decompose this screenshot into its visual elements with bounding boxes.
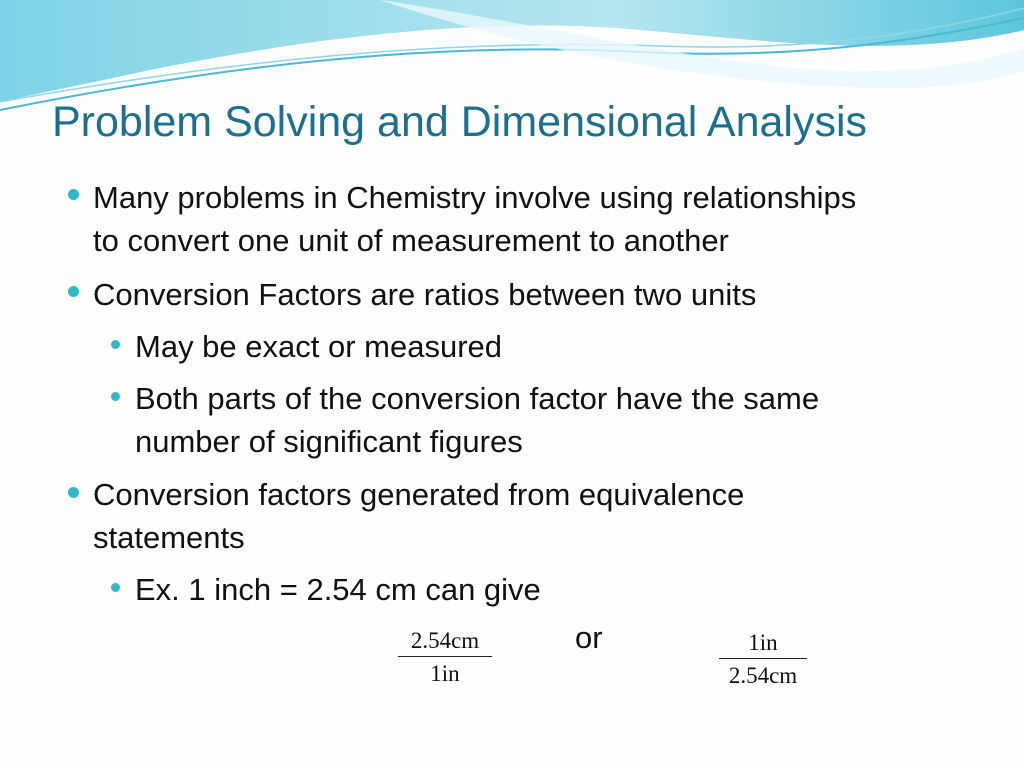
sub-bullet-dot — [111, 340, 120, 349]
fraction-numerator: 1in — [748, 630, 778, 655]
or-label: or — [575, 620, 603, 655]
sub-bullet-text: Ex. 1 inch = 2.54 cm can give — [135, 572, 541, 607]
sub-bullet-text: May be exact or measured — [135, 329, 503, 364]
fraction-denominator: 2.54cm — [728, 663, 798, 688]
fraction-numerator: 2.54cm — [410, 628, 480, 653]
fraction-bar — [719, 658, 807, 659]
slide-title: Problem Solving and Dimensional Analysis — [52, 98, 868, 146]
conversion-fraction-left — [398, 628, 492, 687]
bullet-text: Conversion Factors are ratios between two units — [93, 277, 757, 312]
bullet-text-continued: statements — [93, 520, 245, 555]
bullet-text: Many problems in Chemistry involve using relationships — [93, 180, 857, 215]
bullet-dot — [68, 286, 79, 297]
bullet-text: Conversion factors generated from equivalence — [93, 477, 745, 512]
bullet-text-continued: to convert one unit of measurement to another — [93, 223, 729, 258]
sub-bullet-dot — [111, 583, 120, 592]
fraction-denominator: 1in — [430, 661, 460, 686]
bullet-dot — [68, 189, 79, 200]
sub-bullet-text-continued: number of significant figures — [135, 424, 523, 459]
bullet-dot — [68, 487, 79, 498]
sub-bullet-dot — [111, 392, 120, 401]
conversion-fraction-right — [719, 630, 807, 689]
sub-bullet-text: Both parts of the conversion factor have the same — [135, 381, 820, 416]
fraction-bar — [398, 656, 492, 657]
